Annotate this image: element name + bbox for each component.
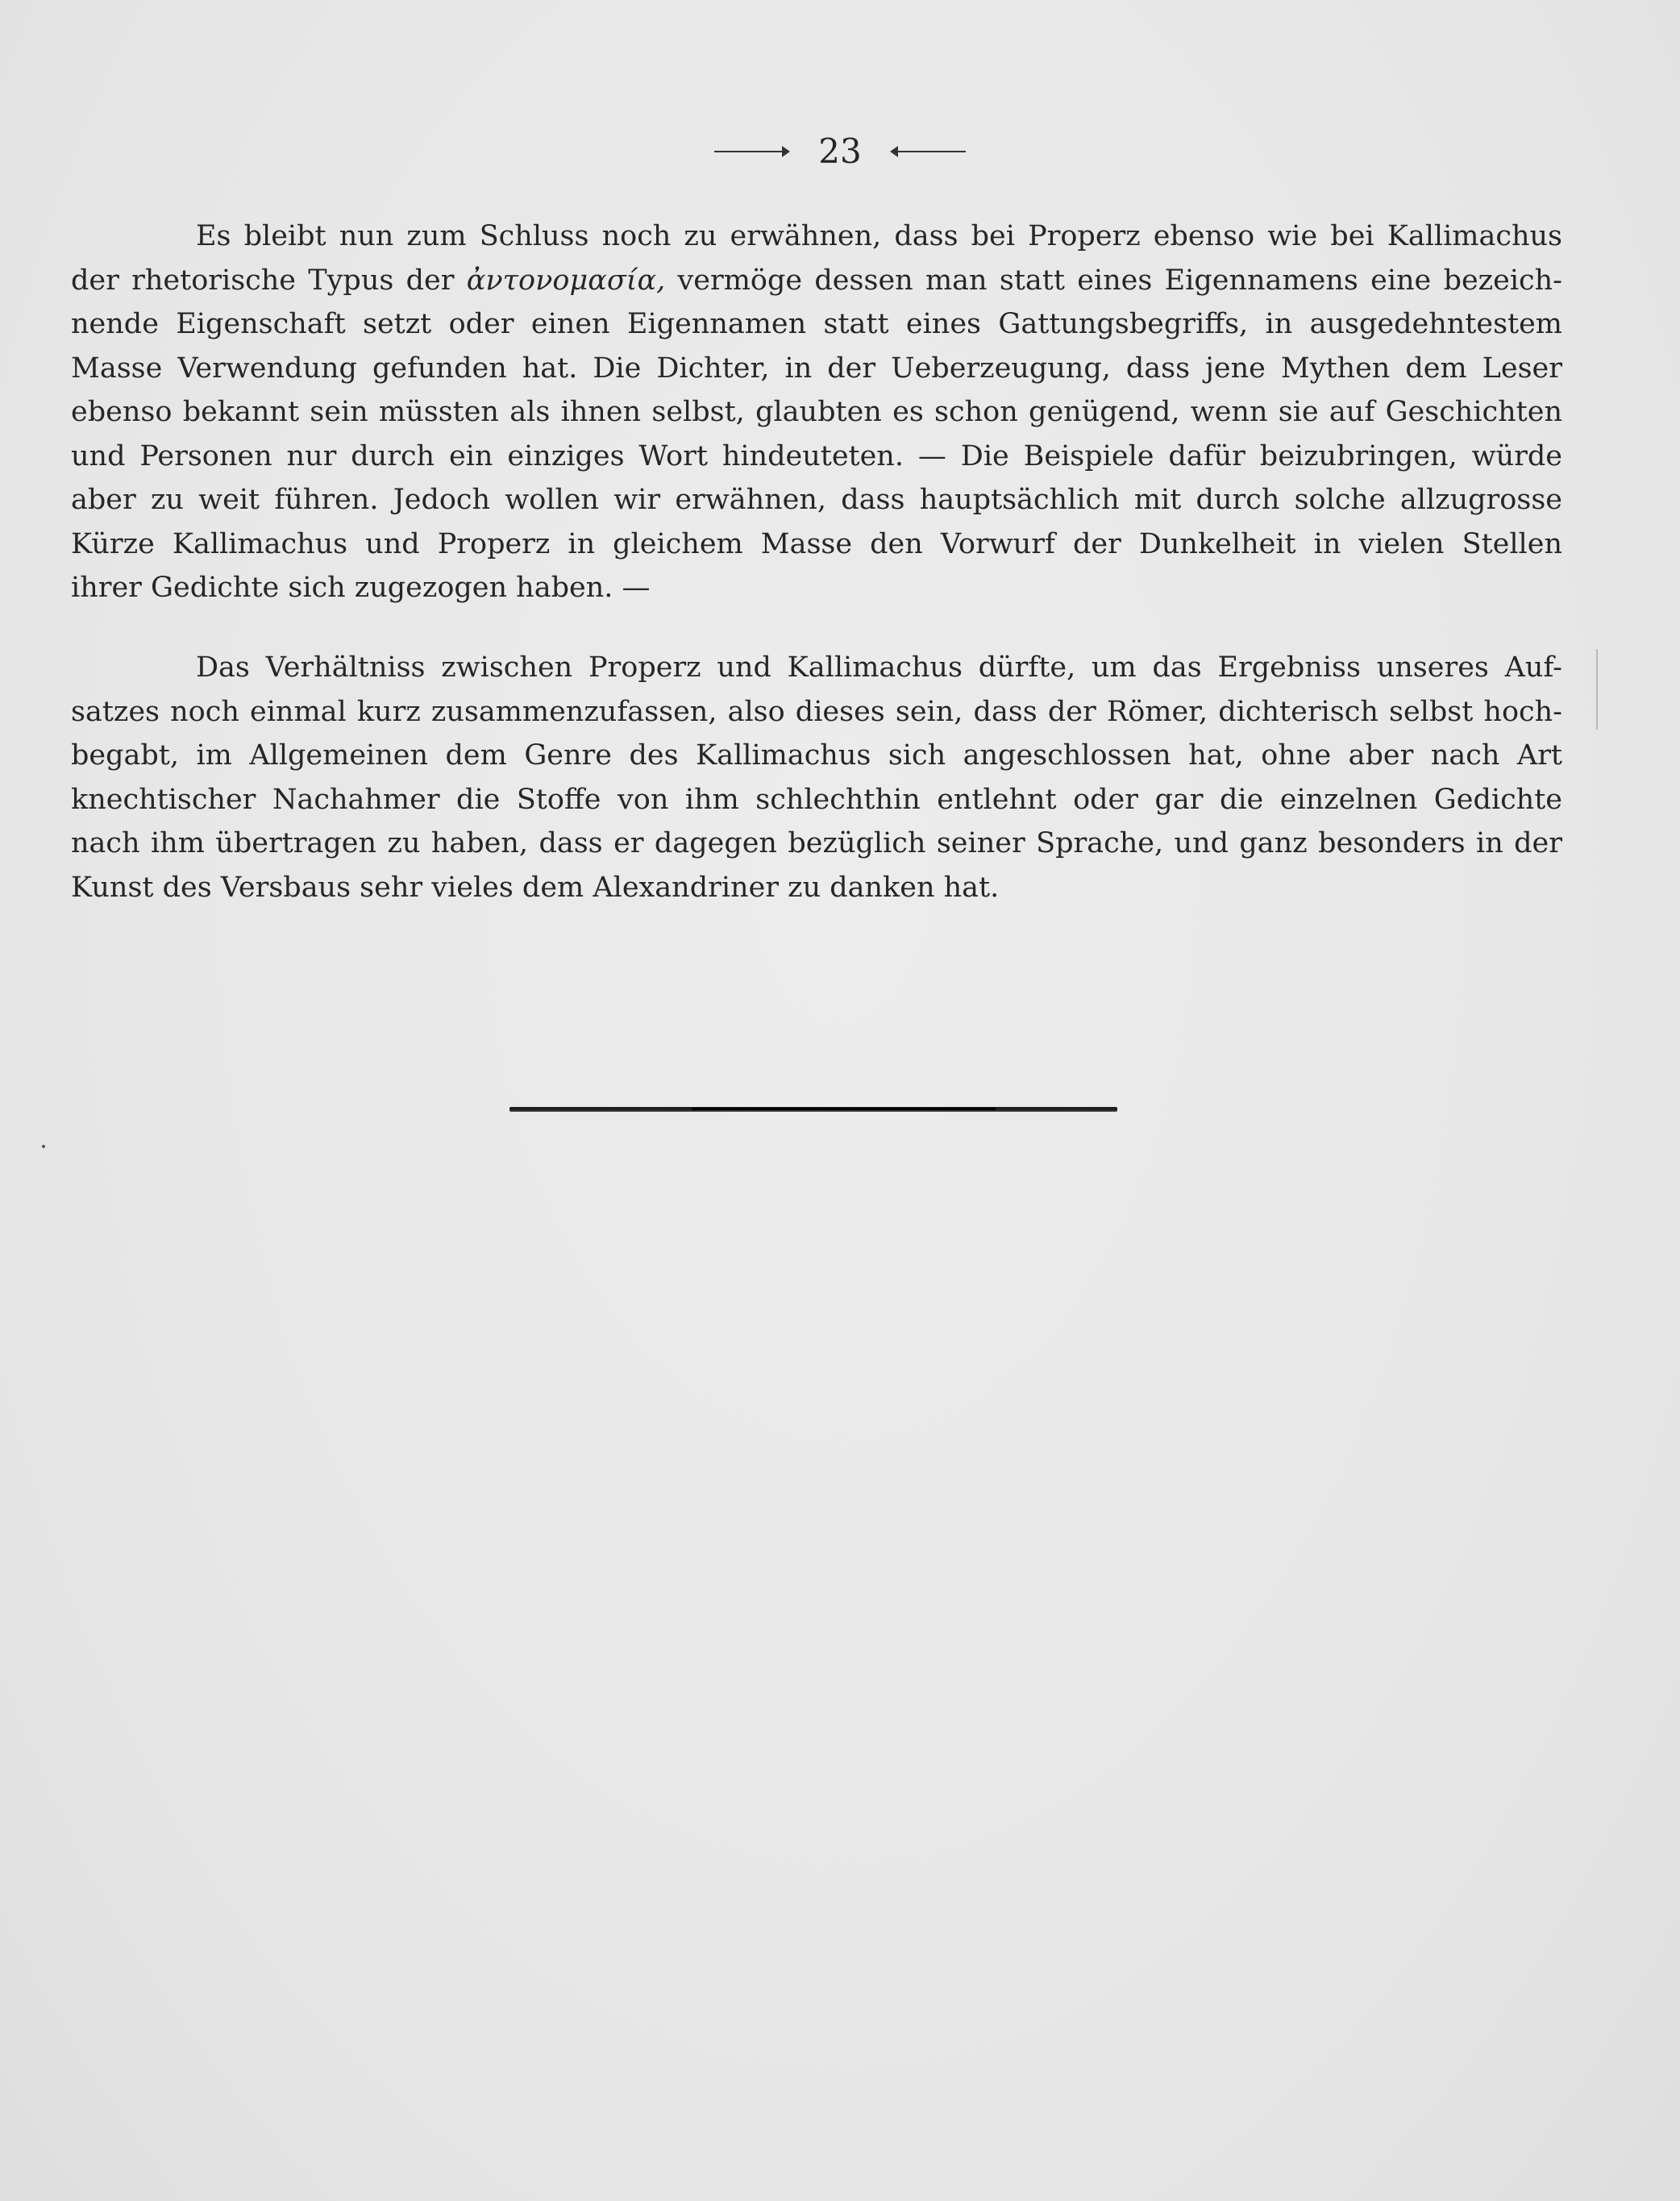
text-fragment: vermöge dessen man statt eines Eigennamens eine bezeich- [665,264,1562,297]
text-line: Masse Verwendung gefunden hat. Die Dichter, in der Ueberzeugung, dass jene Mythen dem Leser [71,352,1562,385]
page-header [0,129,1680,172]
greek-term: ἀντονομασία, [466,264,666,297]
text-line: Kürze Kallimachus und Properz in gleichem Masse den Vorwurf der Dunkelheit in vielen Stellen [71,527,1562,560]
text-line: Es bleibt nun zum Schluss noch zu erwähnen, dass bei Properz ebenso wie bei Kallimachus [196,220,1562,252]
text-line [71,259,1562,303]
text-line: und Personen nur durch ein einziges Wort hindeuteten. — Die Beispiele dafür beizubringen, würde [71,439,1562,472]
text-line: Kunst des Versbaus sehr vieles dem Alexandriner zu danken hat. [71,871,1000,904]
margin-mark [1596,649,1598,730]
text-line: nende Eigenschaft setzt oder einen Eigennamen statt eines Gattungsbegriffs, in ausgedehntestem [71,308,1562,340]
text-line: satzes noch einmal kurz zusammenzufassen, also dieses sein, dass der Römer, dichterisch selbst hoch- [71,695,1562,728]
left-ornament-icon [714,150,787,153]
text-fragment: der rhetorische Typus der [71,264,467,297]
text-line: knechtischer Nachahmer die Stoffe von ihm schlechthin entlehnt oder gar die einzelnen Gedichte [71,783,1562,816]
end-rule [509,1107,1117,1112]
ink-speck [42,1145,45,1148]
right-ornament-icon [893,150,966,153]
text-line: ebenso bekannt sein müssten als ihnen selbst, glaubten es schon genügend, wenn sie auf Geschichten [71,396,1562,428]
text-line: Das Verhältniss zwischen Properz und Kallimachus dürfte, um das Ergebniss unseres Auf- [196,651,1562,684]
paragraph-1 [71,214,1562,610]
text-line: ihrer Gedichte sich zugezogen haben. — [71,572,651,604]
text-line: begabt, im Allgemeinen dem Genre des Kallimachus sich angeschlossen hat, ohne aber nach Art [71,739,1562,772]
text-line: aber zu weit führen. Jedoch wollen wir erwähnen, dass hauptsächlich mit durch solche allzugrosse [71,484,1562,516]
text-line: nach ihm übertragen zu haben, dass er dagegen bezüglich seiner Sprache, und ganz besonders in der [71,827,1562,859]
page-number: 23 [818,131,862,171]
paragraph-2 [71,646,1562,909]
